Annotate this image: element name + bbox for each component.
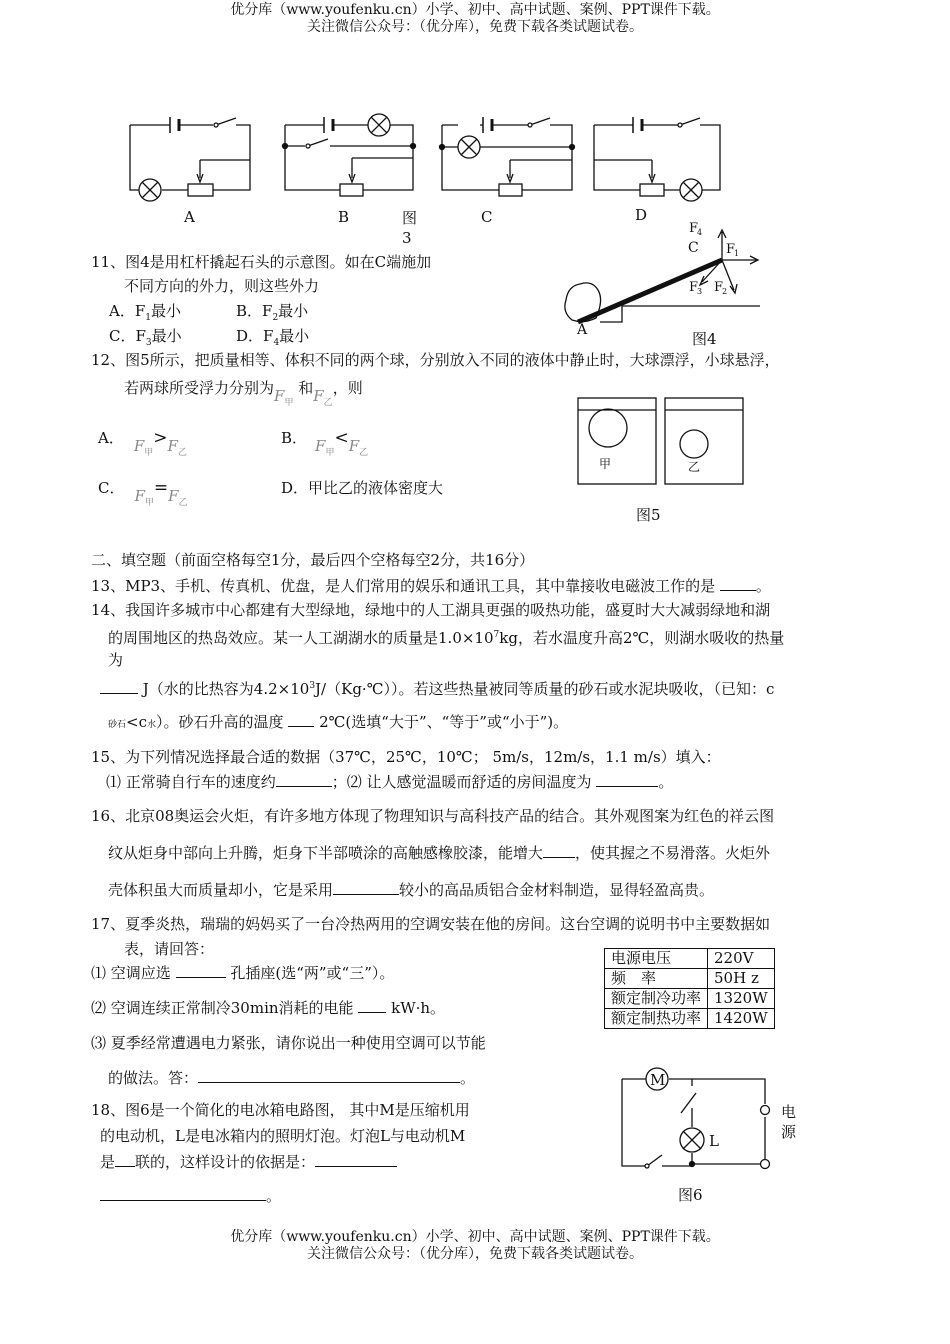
q17-blank-3[interactable] <box>198 1068 460 1083</box>
q18-line-3: 是 联的，这样设计的依据是： <box>100 1152 397 1172</box>
q18-blank-1[interactable] <box>115 1152 135 1167</box>
q11-option-c: C．$F_3$最小 <box>109 327 182 348</box>
table-row: 电源电压 220V <box>605 949 775 969</box>
q11-option-d: D．$F_4$最小 <box>236 327 310 348</box>
q16-line-1: 16、北京08奥运会火炬，有许多地方体现了物理知识与高科技产品的结合。其外观图案为红色的祥云图 <box>91 807 775 825</box>
q13: 13、MP3、手机、传真机、优盘，是人们常用的娱乐和通讯工具，其中靠接收电磁波工作的是 。 <box>91 577 771 595</box>
circuit-a <box>130 117 250 201</box>
f4-sub: 4 <box>697 228 703 237</box>
q12-option-c: C． $F_甲=F_乙$ <box>98 478 188 508</box>
q17-part-4: 的做法。答： 。 <box>108 1069 476 1087</box>
circuit-b <box>283 114 416 196</box>
q13-blank[interactable] <box>720 576 756 591</box>
footer-line-1: 优分库（www.youfenku.cn）小学、初中、高中试题、案例、PPT课件下载。 <box>230 1229 720 1245</box>
q16-line-2: 纹从炬身中部向上升腾，炬身下半部喷涂的高触感橡胶漆，能增大 ，使其握之不易滑落。火炬外 <box>108 844 771 862</box>
fig4-caption: 图4 <box>692 330 717 348</box>
q17-blank-1[interactable] <box>176 963 226 978</box>
q17-line-2: 表，请回答： <box>124 940 215 958</box>
q12-line-2: 若两球所受浮力分别为$F_甲$ 和$F_乙$，则 <box>124 379 363 408</box>
fig3-label-b: B <box>338 208 350 226</box>
q14-line-5: 砂石<c水）。砂石升高的温度 2℃(选填“大于”、“等于”或“小于”)。 <box>108 713 569 731</box>
q18-line-4: 。 <box>100 1186 281 1206</box>
fig5-caption: 图5 <box>636 506 661 524</box>
q18-line-1: 18、图6是一个简化的电冰箱电路图， 其中M是压缩机用 <box>91 1101 470 1119</box>
f3-label: F <box>689 280 699 295</box>
q18-blank-2[interactable] <box>315 1152 397 1167</box>
table-row: 额定制冷功率 1320W <box>605 989 775 1009</box>
fig3-label-c: C <box>481 208 493 226</box>
header-line-2: 关注微信公众号：（优分库），免费下载各类试题试卷。 <box>307 19 643 35</box>
q12-option-b: B． $F_甲<F_乙$ <box>281 428 369 458</box>
f2-label: F <box>714 280 724 295</box>
f1-label: F <box>726 242 736 257</box>
q16-blank-2[interactable] <box>333 880 399 895</box>
q12-line-1: 12、图5所示，把质量相等、体积不同的两个球，分别放入不同的液体中静止时，大球漂浮，小球悬浮， <box>91 351 780 369</box>
q18-blank-3[interactable] <box>100 1186 266 1201</box>
q15-blank-2[interactable] <box>596 772 658 787</box>
q11-line-1: 11、图4是用杠杆撬起石头的示意图。如在C端施加 <box>91 253 432 271</box>
q17-part-2: ⑵ 空调连续正常制冷30min消耗的电能 kW·h。 <box>91 999 446 1017</box>
fig3-label-a: A <box>184 208 195 226</box>
q14-blank-2[interactable] <box>288 712 314 727</box>
f1-sub: 1 <box>734 249 740 258</box>
footer-line-2: 关注微信公众号：（优分库），免费下载各类试题试卷。 <box>307 1246 643 1262</box>
fig6-caption: 图6 <box>678 1186 703 1204</box>
q15-line-2: ⑴ 正常骑自行车的速度约 ；⑵ 让人感觉温暖而舒适的房间温度为 。 <box>106 773 674 791</box>
q18-line-2: 的电动机，L是电冰箱内的照明灯泡。灯泡L与电动机M <box>100 1127 466 1145</box>
q15-line-1: 15、为下列情况选择最合适的数据（37℃，25℃，10℃； 5m/s，12m/s，1.1 m/s）填入： <box>91 748 721 766</box>
fig5-jia-label: 甲 <box>599 457 612 471</box>
q14-blank-1[interactable] <box>100 679 138 694</box>
source-label-2: 源 <box>781 1123 797 1141</box>
fig3-label-d: D <box>635 206 648 224</box>
f4-label: F <box>689 221 699 236</box>
buoyancy-diagram <box>578 398 743 484</box>
fridge-circuit <box>622 1068 770 1169</box>
a-point-label: A <box>577 322 588 338</box>
q14-line-3: 为 <box>108 651 124 669</box>
q11-option-b: B．$F_2$最小 <box>236 302 309 323</box>
q14-line-2: 的周围地区的热岛效应。某一人工湖湖水的质量是$1.0\times 10^7kg$，若水温度升高2℃，则湖水吸收的热量 <box>108 629 785 647</box>
ac-spec-table <box>604 948 775 1029</box>
q14-line-4: J（水的比热容为$4.2\times 10^3J/(Kg\cdot℃)$）。若这些热量被同等质量的砂石或水泥块吸收，（已知：c <box>100 676 774 699</box>
q17-part-3: ⑶ 夏季经常遭遇电力紧张，请你说出一种使用空调可以节能 <box>91 1034 486 1052</box>
q17-line-1: 17、夏季炎热，瑞瑞的妈妈买了一台冷热两用的空调安装在他的房间。这台空调的说明书中主要数据如 <box>91 915 771 933</box>
fig3-caption-top: 图 <box>402 209 418 227</box>
table-row: 频 率 50H z <box>605 969 775 989</box>
q15-blank-1[interactable] <box>276 772 332 787</box>
q14-line-1: 14、我国许多城市中心都建有大型绿地，绿地中的人工湖具更强的吸热功能，盛夏时大大减弱绿地和湖 <box>91 601 771 619</box>
f3-sub: 3 <box>697 287 703 296</box>
circuit-c <box>440 117 575 196</box>
fig5-yi-label: 乙 <box>688 460 701 474</box>
circuit-d <box>594 117 720 201</box>
motor-label: M <box>650 1071 666 1089</box>
q12-option-a: A． $F_甲>F_乙$ <box>98 428 187 458</box>
q11-line-2: 不同方向的外力，则这些外力 <box>124 277 320 295</box>
q12-option-d: D．甲比乙的液体密度大 <box>281 479 444 497</box>
header-line-1: 优分库（www.youfenku.cn）小学、初中、高中试题、案例、PPT课件下载。 <box>230 2 720 18</box>
fig3-caption-bottom: 3 <box>402 229 412 247</box>
section-2-title: 二、填空题（前面空格每空1分，最后四个空格每空2分，共16分） <box>91 551 535 569</box>
q17-blank-2[interactable] <box>358 998 386 1013</box>
lamp-label: L <box>709 1132 719 1150</box>
q11-option-a: A．$F_1$最小 <box>109 302 181 323</box>
q17-part-1: ⑴ 空调应选 孔插座(选“两”或“三”）。 <box>91 964 395 982</box>
source-label-1: 电 <box>781 1103 797 1121</box>
q16-line-3: 壳体积虽大而质量却小，它是采用 较小的高品质铝合金材料制造，显得轻盈高贵。 <box>108 881 715 899</box>
c-point-label: C <box>688 240 699 256</box>
table-row: 额定制热功率 1420W <box>605 1009 775 1029</box>
q16-blank-1[interactable] <box>543 843 575 858</box>
f2-sub: 2 <box>722 287 728 296</box>
